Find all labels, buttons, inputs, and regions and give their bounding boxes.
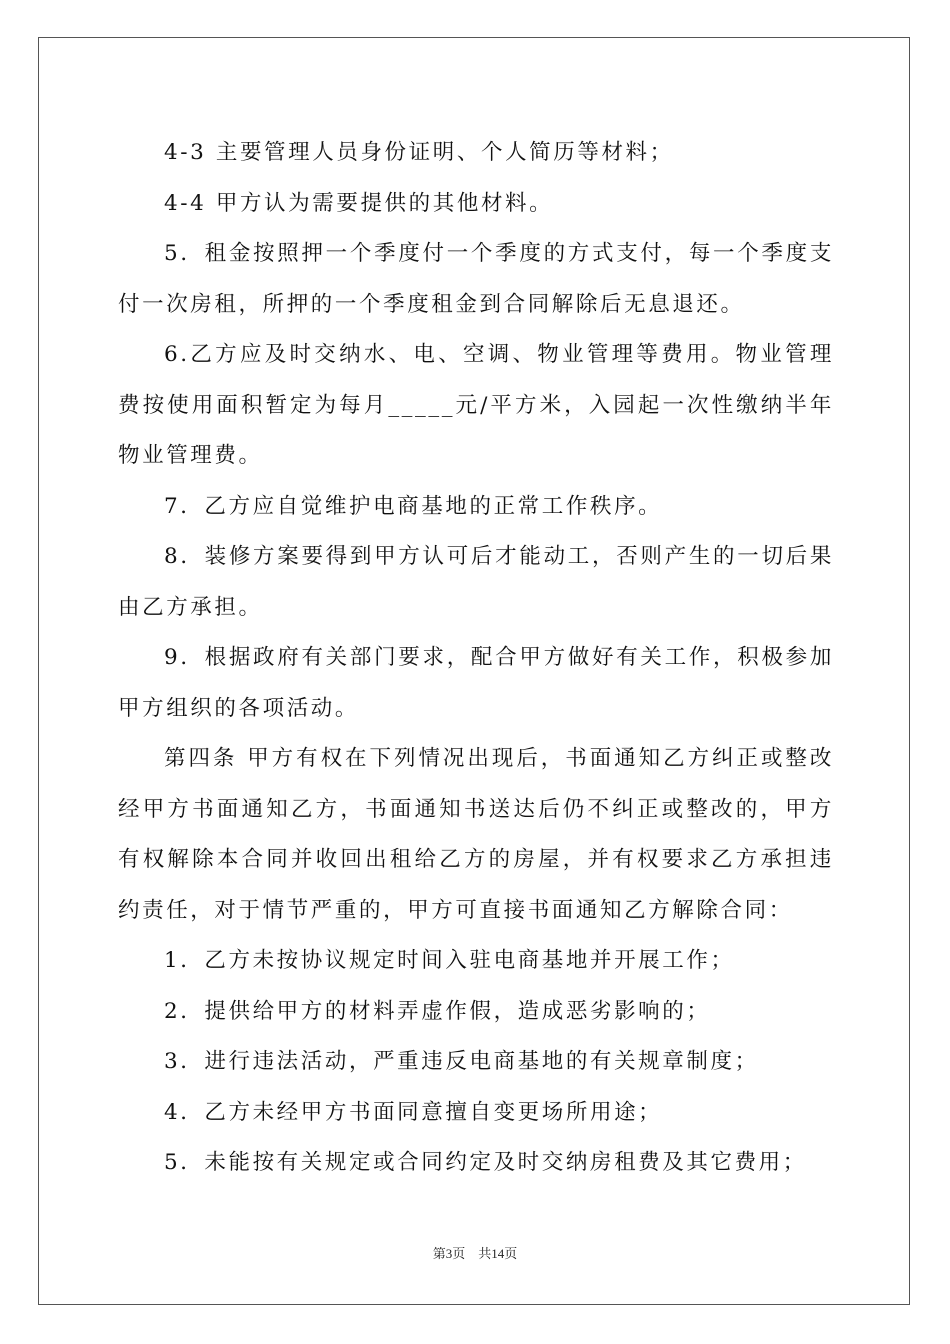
paragraph-item-9-cooperation: 9．根据政府有关部门要求，配合甲方做好有关工作，积极参加甲方组织的各项活动。: [118, 645, 834, 721]
paragraph-article-4: 第四条 甲方有权在下列情况出现后，书面通知乙方纠正或整改经甲方书面通知乙方，书面通知书送达后仍不纠正或整改的，甲方有权解除本合同并收回出租给乙方的房屋，并有权要求乙方承担违约责任，对于情节严重的，甲方可直接书面通知乙方解除合同：: [118, 746, 834, 923]
paragraph-item-7-order: 7．乙方应自觉维护电商基地的正常工作秩序。: [164, 493, 663, 519]
document-body: [118, 128, 834, 1189]
paragraph-clause-5: 5．未能按有关规定或合同约定及时交纳房租费及其它费用；: [164, 1150, 807, 1175]
paragraph-clause-3: 3．进行违法活动，严重违反电商基地的有关规章制度；: [164, 1049, 759, 1074]
paragraph-4-3: 4-3 主要管理人员身份证明、个人简历等材料；: [164, 140, 674, 165]
paragraph-4-4: 4-4 甲方认为需要提供的其他材料。: [164, 190, 554, 216]
paragraph-item-5-rent: 5．租金按照押一个季度付一个季度的方式支付，每一个季度支付一次房租，所押的一个季度租金到合同解除后无息退还。: [118, 241, 834, 317]
paragraph-item-6-fees: 6.乙方应及时交纳水、电、空调、物业管理等费用。物业管理费按使用面积暂定为每月_____元/平方米，入园起一次性缴纳半年物业管理费。: [118, 342, 834, 468]
paragraph-clause-2: 2．提供给甲方的材料弄虚作假，造成恶劣影响的；: [164, 998, 711, 1024]
paragraph-clause-4: 4．乙方未经甲方书面同意擅自变更场所用途；: [164, 1099, 663, 1125]
paragraph-clause-1: 1．乙方未按协议规定时间入驻电商基地并开展工作；: [164, 948, 735, 973]
paragraph-item-8-renovation: 8．装修方案要得到甲方认可后才能动工，否则产生的一切后果由乙方承担。: [118, 544, 834, 620]
page-number-footer: 第3页 共14页: [432, 1246, 518, 1261]
